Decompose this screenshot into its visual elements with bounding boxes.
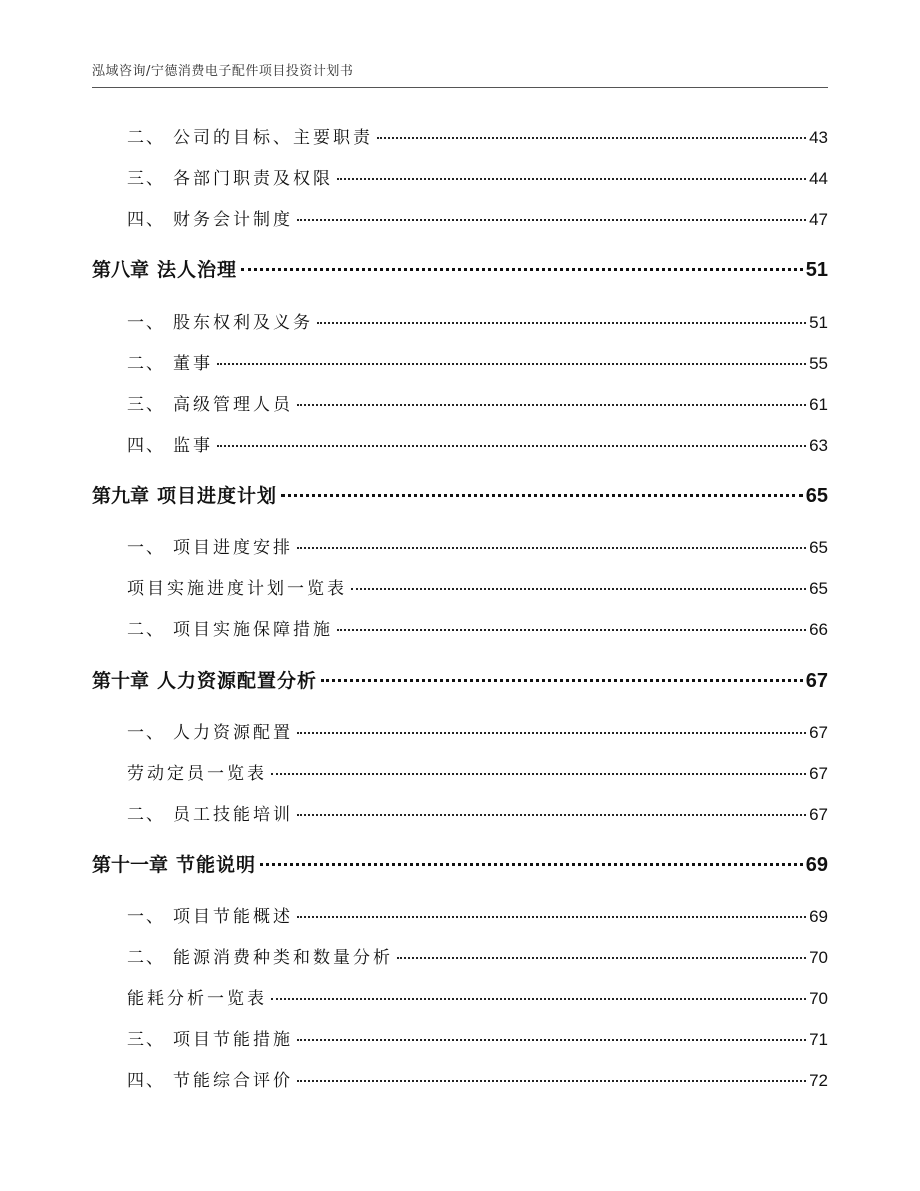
toc-page-number: 47 bbox=[809, 210, 828, 229]
toc-dot-leader bbox=[337, 629, 806, 631]
toc-section-number: 三、 bbox=[127, 395, 165, 415]
toc-section-entry[interactable] bbox=[127, 390, 828, 415]
page-header: 泓域咨询/宁德消费电子配件项目投资计划书 bbox=[92, 64, 354, 79]
toc-entry-title: 股东权利及义务 bbox=[173, 313, 313, 333]
toc-section-number: 二、 bbox=[127, 805, 165, 825]
toc-dot-leader bbox=[351, 588, 806, 590]
toc-entry-title: 项目节能措施 bbox=[173, 1030, 293, 1050]
toc-entry-title: 公司的目标、主要职责 bbox=[173, 128, 373, 148]
toc-chapter-number: 第八章 bbox=[92, 259, 150, 281]
toc-entry-title: 高级管理人员 bbox=[173, 395, 293, 415]
toc-entry-title: 监事 bbox=[173, 436, 213, 456]
toc-section-number: 一、 bbox=[127, 723, 165, 743]
toc-entry-title: 人力资源配置 bbox=[173, 723, 293, 743]
toc-dot-leader bbox=[297, 219, 806, 221]
toc-dot-leader bbox=[271, 773, 806, 775]
toc-dot-leader bbox=[297, 1039, 806, 1041]
toc-section-entry[interactable] bbox=[127, 800, 828, 825]
toc-chapter-number: 第九章 bbox=[92, 485, 150, 507]
toc-entry-title: 节能说明 bbox=[176, 854, 257, 876]
toc-entry-title: 项目节能概述 bbox=[173, 907, 293, 927]
toc-page-number: 67 bbox=[805, 670, 828, 692]
toc-entry-title: 项目进度安排 bbox=[173, 538, 293, 558]
toc-section-entry[interactable] bbox=[127, 431, 828, 456]
toc-page-number: 65 bbox=[809, 538, 828, 557]
toc-section-entry[interactable] bbox=[127, 902, 828, 927]
toc-entry-title: 财务会计制度 bbox=[173, 210, 293, 230]
toc-dot-leader bbox=[317, 322, 806, 324]
toc-dot-leader bbox=[377, 137, 806, 139]
toc-entry-title: 法人治理 bbox=[157, 259, 238, 281]
toc-dot-leader bbox=[297, 404, 806, 406]
toc-section-number: 四、 bbox=[127, 210, 165, 230]
toc-entry-title: 能耗分析一览表 bbox=[127, 989, 267, 1009]
toc-section-entry[interactable] bbox=[127, 1025, 828, 1050]
toc-entry-title: 能源消费种类和数量分析 bbox=[173, 948, 393, 968]
toc-section-number: 四、 bbox=[127, 436, 165, 456]
toc-section-entry[interactable] bbox=[127, 615, 828, 640]
toc-section-entry[interactable] bbox=[127, 349, 828, 374]
toc-page-number: 65 bbox=[809, 579, 828, 598]
toc-section-entry[interactable] bbox=[127, 1066, 828, 1091]
toc-page-number: 69 bbox=[809, 907, 828, 926]
toc-entry-title: 项目进度计划 bbox=[157, 485, 278, 507]
toc-dot-leader bbox=[217, 445, 806, 447]
toc-chapter-entry[interactable] bbox=[92, 255, 828, 282]
toc-section-number: 二、 bbox=[127, 948, 165, 968]
toc-page-number: 51 bbox=[805, 259, 828, 281]
header-divider bbox=[92, 87, 828, 88]
toc-page-number: 43 bbox=[809, 128, 828, 147]
toc-chapter-entry[interactable] bbox=[92, 481, 828, 508]
toc-section-number: 二、 bbox=[127, 354, 165, 374]
toc-entry-title: 项目实施保障措施 bbox=[173, 620, 333, 640]
toc-entry-title: 项目实施进度计划一览表 bbox=[127, 579, 347, 599]
toc-page-number: 71 bbox=[809, 1030, 828, 1049]
toc-page-number: 70 bbox=[809, 948, 828, 967]
toc-page-number: 69 bbox=[805, 854, 828, 876]
toc-section-number: 一、 bbox=[127, 538, 165, 558]
toc-chapter-entry[interactable] bbox=[92, 850, 828, 877]
toc-entry-title: 节能综合评价 bbox=[173, 1071, 293, 1091]
toc-chapter-entry[interactable] bbox=[92, 666, 828, 693]
toc-entry-title: 人力资源配置分析 bbox=[157, 670, 318, 692]
toc-section-number: 三、 bbox=[127, 1030, 165, 1050]
toc-page-number: 67 bbox=[809, 764, 828, 783]
toc-dot-leader bbox=[297, 732, 806, 734]
toc-dot-leader bbox=[297, 1080, 806, 1082]
toc-dot-leader bbox=[260, 863, 803, 866]
toc-page-number: 67 bbox=[809, 805, 828, 824]
toc-page-number: 63 bbox=[809, 436, 828, 455]
toc-dot-leader bbox=[297, 916, 806, 918]
toc-page-number: 65 bbox=[805, 485, 828, 507]
toc-section-entry[interactable] bbox=[127, 205, 828, 230]
toc-dot-leader bbox=[337, 178, 806, 180]
toc-section-number: 一、 bbox=[127, 313, 165, 333]
toc-section-number: 四、 bbox=[127, 1071, 165, 1091]
toc-dot-leader bbox=[297, 814, 806, 816]
toc-section-entry[interactable] bbox=[127, 574, 828, 599]
toc-dot-leader bbox=[281, 494, 803, 497]
toc-section-entry[interactable] bbox=[127, 164, 828, 189]
toc-section-number: 一、 bbox=[127, 907, 165, 927]
toc-section-number: 二、 bbox=[127, 620, 165, 640]
toc-entry-title: 各部门职责及权限 bbox=[173, 169, 333, 189]
toc-section-entry[interactable] bbox=[127, 308, 828, 333]
toc-section-number: 二、 bbox=[127, 128, 165, 148]
toc-page-number: 67 bbox=[809, 723, 828, 742]
toc-dot-leader bbox=[271, 998, 806, 1000]
toc-dot-leader bbox=[241, 268, 803, 271]
toc-dot-leader bbox=[297, 547, 806, 549]
toc-entry-title: 员工技能培训 bbox=[173, 805, 293, 825]
toc-entry-title: 劳动定员一览表 bbox=[127, 764, 267, 784]
toc-page-number: 66 bbox=[809, 620, 828, 639]
toc-page-number: 44 bbox=[809, 169, 828, 188]
toc-section-entry[interactable] bbox=[127, 943, 828, 968]
toc-page-number: 51 bbox=[809, 313, 828, 332]
toc-dot-leader bbox=[321, 679, 803, 682]
toc-page-number: 72 bbox=[809, 1071, 828, 1090]
toc-section-number: 三、 bbox=[127, 169, 165, 189]
toc-page-number: 70 bbox=[809, 989, 828, 1008]
toc-chapter-number: 第十章 bbox=[92, 670, 150, 692]
toc-section-entry[interactable] bbox=[127, 984, 828, 1009]
toc-entry-title: 董事 bbox=[173, 354, 213, 374]
toc-dot-leader bbox=[217, 363, 806, 365]
toc-section-entry[interactable] bbox=[127, 759, 828, 784]
toc-section-entry[interactable] bbox=[127, 718, 828, 743]
toc-chapter-number: 第十一章 bbox=[92, 854, 169, 876]
toc-page-number: 55 bbox=[809, 354, 828, 373]
toc-dot-leader bbox=[397, 957, 806, 959]
toc-section-entry[interactable] bbox=[127, 533, 828, 558]
toc-section-entry[interactable] bbox=[127, 123, 828, 148]
toc-page-number: 61 bbox=[809, 395, 828, 414]
